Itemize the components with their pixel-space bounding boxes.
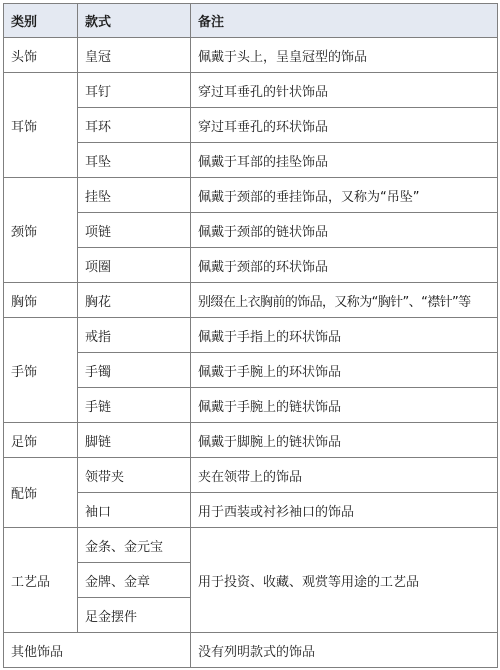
style-cell: 脚链 bbox=[78, 423, 191, 458]
note-cell: 别缀在上衣胸前的饰品，又称为“胸针”、“襟针”等 bbox=[191, 283, 498, 318]
style-cell: 胸花 bbox=[78, 283, 191, 318]
style-cell: 足金摆件 bbox=[78, 598, 191, 633]
note-cell: 佩戴于颈部的链状饰品 bbox=[191, 213, 498, 248]
note-cell: 佩戴于脚腕上的链状饰品 bbox=[191, 423, 498, 458]
style-cell: 耳钉 bbox=[78, 73, 191, 108]
style-cell: 戒指 bbox=[78, 318, 191, 353]
style-cell: 项链 bbox=[78, 213, 191, 248]
style-cell: 耳环 bbox=[78, 108, 191, 143]
table-row bbox=[4, 388, 498, 423]
header-category: 类别 bbox=[4, 4, 78, 38]
header-row bbox=[4, 4, 498, 38]
style-cell: 手链 bbox=[78, 388, 191, 423]
table-row bbox=[4, 283, 498, 318]
note-cell: 佩戴于颈部的环状饰品 bbox=[191, 248, 498, 283]
note-cell: 佩戴于手指上的环状饰品 bbox=[191, 318, 498, 353]
note-cell: 没有列明款式的饰品 bbox=[191, 633, 498, 668]
note-cell: 佩戴于手腕上的链状饰品 bbox=[191, 388, 498, 423]
category-cell-head: 头饰 bbox=[4, 38, 78, 73]
category-cell-craft: 工艺品 bbox=[4, 528, 78, 633]
style-cell: 领带夹 bbox=[78, 458, 191, 493]
category-cell-neck: 颈饰 bbox=[4, 178, 78, 283]
note-cell: 夹在领带上的饰品 bbox=[191, 458, 498, 493]
style-cell: 手镯 bbox=[78, 353, 191, 388]
table-row bbox=[4, 423, 498, 458]
table-row bbox=[4, 108, 498, 143]
style-cell: 挂坠 bbox=[78, 178, 191, 213]
note-cell: 穿过耳垂孔的针状饰品 bbox=[191, 73, 498, 108]
jewelry-category-table bbox=[3, 3, 498, 668]
note-cell: 用于西装或衬衫袖口的饰品 bbox=[191, 493, 498, 528]
style-cell: 金牌、金章 bbox=[78, 563, 191, 598]
note-cell: 佩戴于头上，呈皇冠型的饰品 bbox=[191, 38, 498, 73]
header-note: 备注 bbox=[191, 4, 498, 38]
table-row bbox=[4, 458, 498, 493]
category-cell-accessory: 配饰 bbox=[4, 458, 78, 528]
table-body bbox=[4, 38, 498, 668]
style-cell: 金条、金元宝 bbox=[78, 528, 191, 563]
table-row bbox=[4, 528, 498, 563]
table-row bbox=[4, 353, 498, 388]
style-cell: 皇冠 bbox=[78, 38, 191, 73]
table-header bbox=[4, 4, 498, 38]
note-cell: 穿过耳垂孔的环状饰品 bbox=[191, 108, 498, 143]
category-cell-other: 其他饰品 bbox=[4, 633, 191, 668]
note-cell: 佩戴于颈部的垂挂饰品，又称为“吊坠” bbox=[191, 178, 498, 213]
style-cell: 袖口 bbox=[78, 493, 191, 528]
style-cell: 耳坠 bbox=[78, 143, 191, 178]
header-style: 款式 bbox=[78, 4, 191, 38]
table-row bbox=[4, 73, 498, 108]
table-row bbox=[4, 143, 498, 178]
table-row bbox=[4, 633, 498, 668]
table-row bbox=[4, 493, 498, 528]
category-cell-chest: 胸饰 bbox=[4, 283, 78, 318]
category-cell-hand: 手饰 bbox=[4, 318, 78, 423]
table-row bbox=[4, 248, 498, 283]
style-cell: 项圈 bbox=[78, 248, 191, 283]
table-row bbox=[4, 318, 498, 353]
table-row bbox=[4, 178, 498, 213]
note-cell-craft: 用于投资、收藏、观赏等用途的工艺品 bbox=[191, 528, 498, 633]
category-cell-ear: 耳饰 bbox=[4, 73, 78, 178]
category-cell-foot: 足饰 bbox=[4, 423, 78, 458]
table-row bbox=[4, 38, 498, 73]
note-cell: 佩戴于耳部的挂坠饰品 bbox=[191, 143, 498, 178]
table-row bbox=[4, 213, 498, 248]
note-cell: 佩戴于手腕上的环状饰品 bbox=[191, 353, 498, 388]
